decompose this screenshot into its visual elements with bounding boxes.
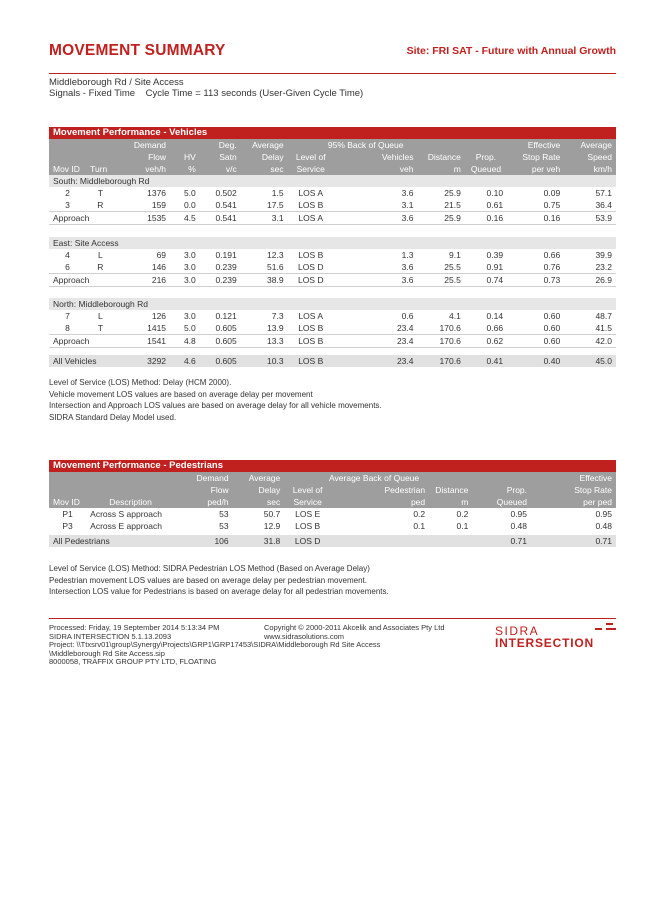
approach-cell: 4.8 bbox=[170, 335, 200, 348]
total-cell: 23.4 bbox=[334, 355, 418, 367]
approach-cell: 25.5 bbox=[418, 273, 465, 286]
table-row bbox=[49, 261, 616, 274]
approach-cell: 0.541 bbox=[200, 212, 241, 225]
project-path: Project: \\Ttxsrv01\group\Synergy\Projects\GRP1\GRP17453\SIDRA\Middleborough Rd Site Access bbox=[49, 640, 381, 650]
total-cell: 0.41 bbox=[465, 355, 507, 367]
table-cell: 3.6 bbox=[401, 188, 414, 198]
table-cell: 36.4 bbox=[595, 200, 612, 210]
col-deg-satn-line: Deg. bbox=[218, 140, 237, 150]
table-cell: 13.9 bbox=[267, 323, 284, 333]
table-cell: 17.5 bbox=[267, 200, 284, 210]
col-queue-distance bbox=[418, 139, 465, 175]
col-demand-flow bbox=[115, 139, 170, 175]
approach-cell: 0.239 bbox=[200, 273, 241, 286]
table-cell: LOS B bbox=[298, 200, 324, 210]
col-avg-delay-line: Average bbox=[248, 473, 281, 483]
approach-name: North: Middleborough Rd bbox=[49, 298, 616, 310]
table-cell: 0.48 bbox=[510, 521, 528, 531]
approach-cell: 0.16 bbox=[507, 212, 564, 225]
table-cell: 0.0 bbox=[183, 200, 196, 210]
vehicle-notes bbox=[49, 377, 382, 423]
table-cell: 6 bbox=[65, 261, 70, 272]
table-cell: 0.60 bbox=[543, 323, 561, 333]
table-row bbox=[49, 187, 616, 199]
table-cell: 21.5 bbox=[444, 200, 461, 210]
copyright-block bbox=[264, 624, 445, 641]
table-cell: 4 bbox=[65, 249, 70, 260]
col-queue-pedestrian-line: Pedestrian bbox=[384, 485, 426, 495]
col-queue-distance bbox=[429, 472, 472, 508]
col-prop-queued-line: Prop. bbox=[475, 152, 497, 162]
table-cell: 12.9 bbox=[263, 521, 281, 531]
approach-cell: 1541 bbox=[115, 335, 170, 348]
approach-cell: 23.4 bbox=[334, 335, 418, 348]
approach-cell: 38.9 bbox=[241, 273, 288, 286]
table-cell: LOS A bbox=[298, 188, 324, 198]
table-cell: LOS B bbox=[295, 521, 321, 531]
approach-row bbox=[49, 212, 616, 225]
col-demand-flow-line: Flow bbox=[210, 485, 229, 495]
approach-cell: Approach bbox=[49, 273, 115, 286]
table-cell: L bbox=[97, 249, 103, 260]
pedestrian-note-line: Intersection LOS value for Pedestrians is based on average delay for all pedestrian movements. bbox=[49, 587, 389, 596]
col-stop-rate-line: per veh bbox=[531, 164, 561, 174]
table-cell: 48.7 bbox=[595, 311, 612, 321]
total-cell: 0.71 bbox=[472, 535, 531, 547]
table-cell: 23.4 bbox=[396, 323, 414, 333]
table-cell: 0.1 bbox=[413, 521, 426, 531]
spacer-row bbox=[49, 348, 616, 355]
copyright-text: Copyright © 2000-2011 Akcelik and Associates Pty Ltd bbox=[264, 623, 445, 632]
table-cell: 7 bbox=[65, 311, 70, 321]
table-cell: 0.09 bbox=[543, 188, 561, 198]
table-row bbox=[49, 249, 616, 261]
empty-cell bbox=[331, 535, 472, 547]
table-cell: 3 bbox=[65, 200, 70, 210]
col-queue-pedestrian-line: ped bbox=[410, 497, 426, 507]
intersection-name: Middleborough Rd / Site Access bbox=[49, 77, 184, 88]
table-cell: 8 bbox=[65, 323, 70, 333]
col-avg-speed-line: Average bbox=[580, 140, 612, 150]
table-cell: 0.191 bbox=[215, 249, 237, 260]
col-prop-queued bbox=[465, 139, 507, 175]
col-avg-delay-line: Delay bbox=[261, 152, 284, 162]
table-cell: L bbox=[97, 311, 103, 321]
table-cell: 5.0 bbox=[183, 323, 196, 333]
total-cell: 10.3 bbox=[241, 355, 288, 367]
table-cell: 1415 bbox=[147, 323, 167, 333]
col-demand-flow bbox=[175, 472, 233, 508]
logo-line-2: INTERSECTION bbox=[495, 636, 594, 650]
table-cell: 0.39 bbox=[486, 249, 504, 260]
approach-name: South: Middleborough Rd bbox=[49, 175, 616, 187]
total-cell: LOS D bbox=[284, 535, 331, 547]
logo-line-1: SIDRA bbox=[495, 624, 540, 638]
col-queue-distance-line: Distance bbox=[427, 152, 461, 162]
table-cell: 0.48 bbox=[595, 521, 612, 531]
table-cell: 3.1 bbox=[401, 200, 414, 210]
table-cell: 0.1 bbox=[456, 521, 469, 531]
pedestrian-note-line: Pedestrian movement LOS values are based on average delay per pedestrian movement. bbox=[49, 575, 367, 585]
table-cell: 53 bbox=[219, 521, 229, 531]
col-los-line: Level of bbox=[292, 485, 323, 495]
approach-name: East: Site Access bbox=[49, 237, 616, 249]
col-mov-id: Mov ID bbox=[49, 139, 86, 175]
table-row bbox=[49, 199, 616, 212]
col-prop-queued bbox=[472, 472, 531, 508]
table-cell: LOS B bbox=[298, 249, 324, 260]
vehicle-note-line: Intersection and Approach LOS values are based on average delay for all vehicle movements. bbox=[49, 401, 382, 410]
col-queue-pedestrian bbox=[331, 472, 429, 508]
approach-cell: 0.73 bbox=[507, 273, 564, 286]
total-cell: 4.6 bbox=[170, 355, 200, 367]
licence-info: 8000058, TRAFFIX GROUP PTY LTD, FLOATING bbox=[49, 657, 217, 667]
table-cell: 0.60 bbox=[543, 311, 561, 321]
col-stop-rate-line: Effective bbox=[579, 473, 612, 483]
approach-cell: LOS D bbox=[288, 273, 334, 286]
col-queue-vehicles bbox=[327, 139, 418, 175]
col-demand-flow-line: Demand bbox=[133, 140, 167, 150]
col-los-line: Level of bbox=[295, 152, 326, 162]
vehicle-note-line: SIDRA Standard Delay Model used. bbox=[49, 412, 177, 422]
col-deg-satn-line: Satn bbox=[219, 152, 237, 162]
table-cell: Across E approach bbox=[90, 521, 162, 531]
table-cell: 0.6 bbox=[401, 311, 414, 321]
signal-timing: Signals - Fixed Time Cycle Time = 113 seconds (User-Given Cycle Time) bbox=[49, 88, 364, 99]
table-cell: LOS D bbox=[297, 261, 324, 272]
col-queue-vehicles-line: Vehicles bbox=[381, 152, 414, 162]
table-cell: 41.5 bbox=[595, 323, 612, 333]
col-avg-delay bbox=[233, 472, 285, 508]
total-cell: 31.8 bbox=[233, 535, 285, 547]
total-cell: 3292 bbox=[115, 355, 170, 367]
table-cell: 23.2 bbox=[595, 261, 612, 272]
approach-cell: 0.62 bbox=[465, 335, 507, 348]
table-cell: 7.3 bbox=[271, 311, 284, 321]
approach-cell: 26.9 bbox=[564, 273, 616, 286]
table-cell: 0.2 bbox=[413, 509, 426, 519]
col-demand-flow-line: Demand bbox=[196, 473, 229, 483]
col-los bbox=[284, 472, 331, 508]
vehicle-note-line: Vehicle movement LOS values are based on average delay per movement bbox=[49, 389, 313, 399]
table-cell: 4.1 bbox=[448, 311, 461, 321]
total-cell: 170.6 bbox=[418, 355, 465, 367]
logo-mark-icon bbox=[595, 623, 617, 633]
table-cell: T bbox=[97, 188, 103, 198]
col-stop-rate-line: per ped bbox=[583, 497, 612, 507]
col-avg-speed bbox=[564, 139, 616, 175]
col-prop-queued-line: Queued bbox=[496, 497, 528, 507]
col-stop-rate-line: Stop Rate bbox=[522, 152, 561, 162]
table-cell: 0.121 bbox=[215, 311, 237, 321]
approach-cell: 0.74 bbox=[465, 273, 507, 286]
table-cell: 1376 bbox=[147, 188, 167, 198]
software-version: SIDRA INTERSECTION 5.1.13.2093 bbox=[49, 631, 172, 641]
total-cell: All Vehicles bbox=[49, 355, 115, 367]
table-cell: 12.3 bbox=[267, 249, 284, 260]
approach-cell: 0.605 bbox=[200, 335, 241, 348]
table-cell: P3 bbox=[62, 521, 73, 531]
approach-cell: 170.6 bbox=[418, 335, 465, 348]
approach-cell: LOS B bbox=[288, 335, 334, 348]
table-cell: 0.502 bbox=[215, 188, 237, 198]
spacer bbox=[422, 139, 461, 151]
page-title: MOVEMENT SUMMARY bbox=[49, 42, 226, 59]
total-cell: 106 bbox=[175, 535, 233, 547]
table-row bbox=[49, 322, 616, 335]
col-demand-flow-line: ped/h bbox=[207, 497, 229, 507]
col-queue-distance-line: m bbox=[453, 164, 461, 174]
table-cell: 0.239 bbox=[215, 261, 237, 272]
col-los-line: Service bbox=[293, 497, 322, 507]
col-avg-delay bbox=[241, 139, 288, 175]
col-hv bbox=[170, 139, 200, 175]
spacer bbox=[433, 472, 468, 484]
col-stop-rate bbox=[507, 139, 564, 175]
processed-date: Processed: Friday, 19 September 2014 5:13:34 PM bbox=[49, 623, 220, 632]
table-row bbox=[49, 508, 616, 520]
approach-cell: 42.0 bbox=[564, 335, 616, 348]
col-hv-line: HV bbox=[183, 152, 196, 162]
pedestrian-note-line: Level of Service (LOS) Method: SIDRA Pedestrian LOS Method (Based on Average Delay) bbox=[49, 564, 370, 573]
spacer-row bbox=[49, 225, 616, 237]
col-deg-satn-line: v/c bbox=[225, 164, 237, 174]
col-turn: Turn bbox=[86, 139, 115, 175]
total-cell: LOS B bbox=[288, 355, 334, 367]
table-cell: LOS B bbox=[298, 323, 324, 333]
approach-cell: 0.60 bbox=[507, 335, 564, 348]
table-cell: 0.61 bbox=[486, 200, 504, 210]
table-cell: 0.66 bbox=[486, 323, 504, 333]
pedestrian-table-title: Movement Performance - Pedestrians bbox=[49, 460, 616, 472]
sip-file: \Middleborough Rd Site Access.sip bbox=[49, 648, 165, 658]
site-label: Site: FRI SAT - Future with Annual Growth bbox=[406, 45, 616, 57]
table-cell: 0.10 bbox=[486, 188, 504, 198]
col-queue-group: 95% Back of Queue bbox=[327, 140, 404, 150]
table-cell: 0.95 bbox=[595, 509, 612, 519]
table-cell: 146 bbox=[151, 261, 167, 272]
approach-cell: Approach bbox=[49, 335, 115, 348]
table-cell: 69 bbox=[156, 249, 167, 260]
approach-cell: 4.5 bbox=[170, 212, 200, 225]
table-cell: 25.5 bbox=[444, 261, 461, 272]
col-avg-speed-line: km/h bbox=[593, 164, 612, 174]
table-cell: 51.6 bbox=[267, 261, 284, 272]
website-link[interactable]: www.sidrasolutions.com bbox=[264, 631, 345, 641]
table-cell: 0.14 bbox=[486, 311, 504, 321]
table-cell: R bbox=[97, 261, 104, 272]
col-queue-group: Average Back of Queue bbox=[329, 473, 420, 483]
total-row bbox=[49, 355, 616, 367]
col-stop-rate-line: Effective bbox=[527, 140, 561, 150]
approach-cell: 3.6 bbox=[334, 212, 418, 225]
table-cell: 0.541 bbox=[215, 200, 237, 210]
table-cell: 5.0 bbox=[183, 188, 196, 198]
approach-cell: Approach bbox=[49, 212, 115, 225]
approach-cell: 53.9 bbox=[564, 212, 616, 225]
table-cell: 0.75 bbox=[543, 200, 561, 210]
total-cell: All Pedestrians bbox=[49, 535, 175, 547]
approach-row bbox=[49, 335, 616, 348]
table-cell: 57.1 bbox=[595, 188, 612, 198]
approach-cell: LOS A bbox=[288, 212, 334, 225]
table-row bbox=[49, 310, 616, 322]
col-queue-distance-line: Distance bbox=[435, 485, 469, 495]
table-cell: 9.1 bbox=[448, 249, 461, 260]
pedestrian-notes bbox=[49, 563, 389, 598]
approach-cell: 1535 bbox=[115, 212, 170, 225]
header-divider bbox=[49, 73, 616, 74]
vehicle-performance-table bbox=[49, 127, 616, 367]
col-demand-flow-line: veh/h bbox=[145, 164, 167, 174]
col-queue-distance-line: m bbox=[461, 497, 469, 507]
approach-cell: 13.3 bbox=[241, 335, 288, 348]
total-cell: 0.605 bbox=[200, 355, 241, 367]
pedestrian-performance-table bbox=[49, 460, 616, 547]
col-prop-queued-line: Queued bbox=[470, 164, 502, 174]
col-deg-satn bbox=[200, 139, 241, 175]
approach-cell: 0.16 bbox=[465, 212, 507, 225]
table-cell: 0.66 bbox=[543, 249, 561, 260]
total-cell: 0.71 bbox=[531, 535, 616, 547]
col-prop-queued-line: Prop. bbox=[506, 485, 528, 495]
table-cell: 0.2 bbox=[456, 509, 469, 519]
col-demand-flow-line: Flow bbox=[148, 152, 167, 162]
table-cell: T bbox=[97, 323, 103, 333]
footer-divider bbox=[49, 618, 616, 619]
approach-row bbox=[49, 273, 616, 286]
table-cell: 39.9 bbox=[595, 249, 612, 260]
col-avg-delay-line: sec bbox=[270, 164, 284, 174]
col-avg-delay-line: Average bbox=[252, 140, 284, 150]
table-cell: 170.6 bbox=[439, 323, 461, 333]
col-stop-rate-line: Stop Rate bbox=[574, 485, 612, 495]
col-stop-rate bbox=[531, 472, 616, 508]
total-row bbox=[49, 535, 616, 547]
table-cell: 0.76 bbox=[543, 261, 561, 272]
table-cell: 0.605 bbox=[215, 323, 237, 333]
table-cell: 3.0 bbox=[183, 311, 196, 321]
vehicle-note-line: Level of Service (LOS) Method: Delay (HCM 2000). bbox=[49, 378, 232, 387]
table-cell: LOS A bbox=[298, 311, 324, 321]
vehicle-table-title: Movement Performance - Vehicles bbox=[49, 127, 616, 139]
table-cell: 1.5 bbox=[271, 188, 284, 198]
table-cell: P1 bbox=[62, 509, 73, 519]
approach-cell: 3.1 bbox=[241, 212, 288, 225]
col-description: Description bbox=[86, 472, 175, 508]
table-cell: Across S approach bbox=[90, 509, 162, 519]
sidra-logo bbox=[495, 622, 617, 652]
table-cell: 0.95 bbox=[510, 509, 528, 519]
table-cell: 53 bbox=[219, 509, 229, 519]
table-cell: LOS E bbox=[295, 509, 321, 519]
table-cell: R bbox=[97, 200, 104, 210]
table-cell: 2 bbox=[65, 188, 70, 198]
approach-cell: 3.0 bbox=[170, 273, 200, 286]
total-cell: 0.40 bbox=[507, 355, 564, 367]
spacer-row bbox=[49, 286, 616, 298]
col-mov-id: Mov ID bbox=[49, 472, 86, 508]
table-cell: 3.0 bbox=[183, 261, 196, 272]
col-avg-delay-line: Delay bbox=[258, 485, 281, 495]
col-avg-delay-line: sec bbox=[267, 497, 281, 507]
col-hv-line: % bbox=[188, 164, 196, 174]
approach-cell: 216 bbox=[115, 273, 170, 286]
table-cell: 0.91 bbox=[486, 261, 504, 272]
table-cell: 3.6 bbox=[401, 261, 414, 272]
approach-cell: 3.6 bbox=[334, 273, 418, 286]
table-cell: 1.3 bbox=[401, 249, 414, 260]
col-queue-vehicles-line: veh bbox=[399, 164, 414, 174]
table-cell: 159 bbox=[151, 200, 167, 210]
col-avg-speed-line: Speed bbox=[587, 152, 612, 162]
table-cell: 25.9 bbox=[444, 188, 461, 198]
approach-cell: 25.9 bbox=[418, 212, 465, 225]
table-cell: 50.7 bbox=[263, 509, 281, 519]
table-cell: 3.0 bbox=[183, 249, 196, 260]
table-row bbox=[49, 520, 616, 532]
table-cell: 126 bbox=[151, 311, 167, 321]
total-cell: 45.0 bbox=[564, 355, 616, 367]
col-los-line: Service bbox=[296, 164, 325, 174]
